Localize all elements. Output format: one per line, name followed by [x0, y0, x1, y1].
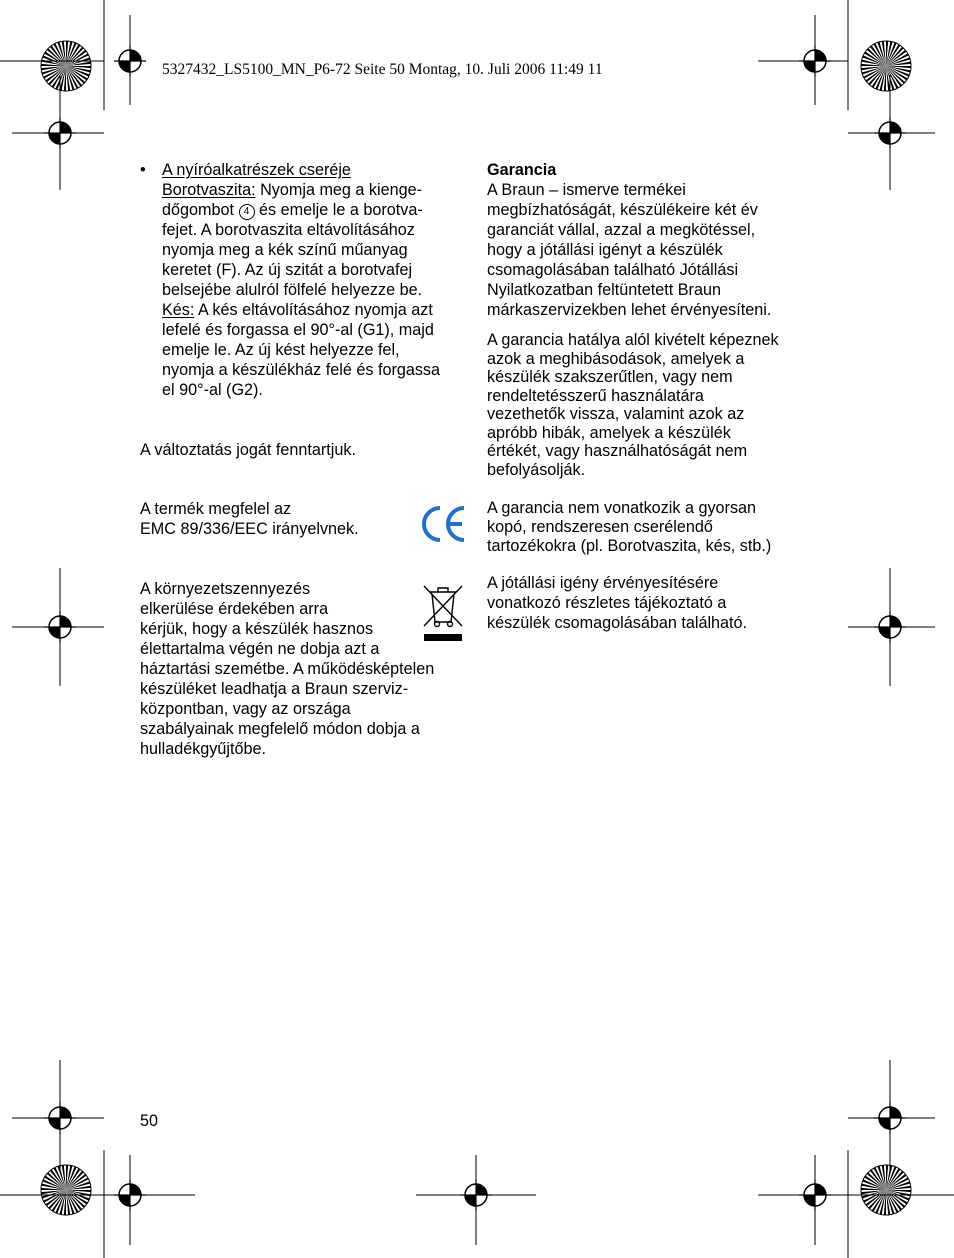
environment-notice: A környezetszennyezés elkerülése érdekében arra kérjük, hogy a készülék hasznos élettartalma végén ne dobja azt a háztartási szemétbe. A működésképtelen készüléket leadhatja a Braun szerviz- központban, vagy az országa szabályainak megfelelő módon dobja a hulladékgyűjtőbe.	[140, 580, 435, 758]
warranty-p4: A jótállási igény érvényesítésére vonatkozó részletes tájékoztató a készülék csomagolásában található.	[487, 574, 748, 632]
starburst-target	[41, 1165, 91, 1215]
replacement-title: A nyíróalkatrészek cseréje	[162, 161, 351, 179]
button-number-badge: 4	[239, 204, 255, 220]
crossed-bin-icon	[420, 582, 466, 644]
replacement-section	[140, 160, 470, 400]
foil-label: Borotvaszita:	[162, 181, 256, 199]
warranty-title: Garancia	[487, 161, 557, 179]
replacement-text: A nyíróalkatrészek cseréje Borotvaszita: Nyomja meg a kienge- dőgombot 4 és emelje le a borotva- fejet. A borotvaszita eltávolításához nyomja meg a kék színű műanyag keretet (F). Az új szitát a borotvafej belsejébe alulról fölfelé helyezze be. Kés: A kés eltávolításához nyomja azt lefelé és forgassa el 90°-al (G1), majd emelje le. Az új kést helyezze fel, nyomja a készülékház felé és forgassa el 90°-al (G2).	[162, 160, 470, 400]
starburst-target	[861, 41, 911, 91]
warranty-p2: A garancia hatálya alól kivételt képeznek azok a meghibásodások, amelyek a készülék szakszerűtlen, vagy nem rendeltetésszerű használatára vezethetők vissza, valamint azok az apróbb hibák, amelyek a készülék értékét, vagy használhatóságát nem befolyásolják.	[487, 331, 779, 479]
warranty-section	[487, 160, 827, 320]
starburst-target	[41, 41, 91, 91]
emc-statement: A termék megfelel az EMC 89/336/EEC irányelvnek.	[140, 500, 359, 538]
knife-label: Kés:	[162, 301, 195, 319]
print-slug: 5327432_LS5100_MN_P6-72 Seite 50 Montag, 10. Juli 2006 11:49 11	[162, 61, 603, 78]
warranty-p3: A garancia nem vonatkozik a gyorsan kopó, rendszeresen cserélendő tartozékokra (pl. Borotvaszita, kés, stb.)	[487, 499, 772, 555]
ce-mark-icon	[418, 503, 468, 545]
page-number: 50	[140, 1112, 159, 1130]
rights-notice: A változtatás jogát fenntartjuk.	[140, 441, 356, 459]
bullet: •	[140, 161, 146, 179]
warranty-p1: A Braun – ismerve termékei megbízhatóságát, készülékeire két év garanciát vállal, azzal a megkötéssel, hogy a jótállási igényt a készülék csomagolásában található Jótállási Nyilatkozatban feltüntetett Braun márkaszervizekben lehet érvényesíteni.	[487, 181, 772, 319]
starburst-target	[861, 1165, 911, 1215]
